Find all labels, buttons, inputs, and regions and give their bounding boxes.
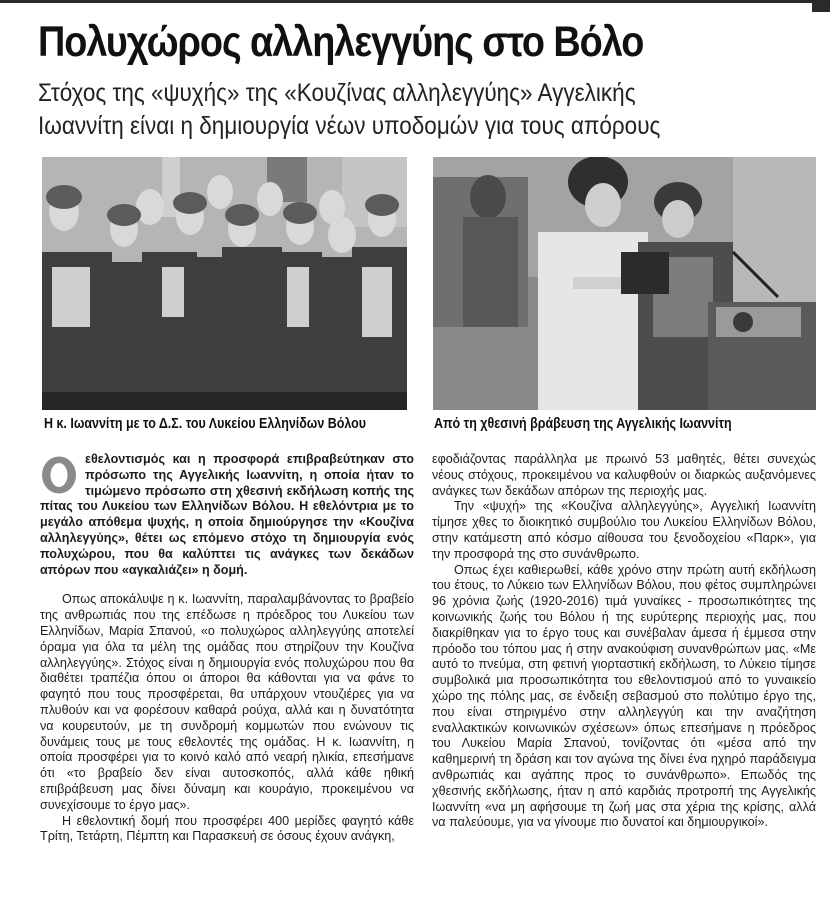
body-paragraph-right-2: Την «ψυχή» της «Κουζίνα αλληλεγγύης», Αγγελική Ιωαννίτη τίμησε χθες το διοικητικό συμβούλιο του Λυκείου Ελληνίδων Βόλου, στην κατάμεστη από κόσμο αίθουσα του ξενοδοχείου «Παρκ», για την προσφορά της στο συνάνθρωπο. bbox=[432, 499, 816, 561]
article-headline: Πολυχώρος αλληλεγγύης στο Βόλο bbox=[38, 18, 644, 66]
article-subhead bbox=[38, 77, 758, 143]
lead-text: εθελοντισμός και η προσφορά επιβραβεύτηκαν στο πρόσωπο της Αγγελικής Ιωαννίτη, η οποία ήταν το τιμώμενο πρόσωπο στη χθεσινή εκδήλωση κοπής της πίτας του Λυκείου των Ελληνίδων Βόλου. Η εθελόντρια με το μεγάλο απόθεμα ψυχής, η οποία δημιούργησε την «Κουζίνα αλληλεγγύης», θέτει ως επόμενο στόχο τη δημιουργία ενός πολυχώρου, που θα καλύπτει τις ανάγκες των δεκάδων απόρων που «αγκαλιάζει» η δομή. bbox=[40, 452, 414, 577]
corner-mark bbox=[812, 0, 830, 12]
article-column-left bbox=[40, 452, 414, 845]
body-paragraph-left-1: Οπως αποκάλυψε η κ. Ιωαννίτη, παραλαμβάνοντας το βραβείο της ανθρωπιάς που της επέδωσε η πρόεδρος του Λυκείου των Ελληνίδων, Μαρία Σπανού, «ο πολυχώρος αλληλεγγύης αποτελεί όραμα για όλα τα μέλη της ομάδας που στηρίζουν την Κουζίνα αλληλεγγύης». Στόχος είναι η δημιουργία ενός πολυχώρου που θα διαθέτει τραπέζια όπου οι άποροι θα κάθονται για να φάνε το φαγητό που τους προσφέρεται, θα υπάρχουν ντουζιέρες για να πλυθούν και να φορέσουν καθαρά ρούχα, αλλά και η δυνατότητα να κουρευτούν, με τη συνδρομή κομμωτών που ενώνουν τις δυνάμεις τους με τους εθελοντές της ομάδας. Η κ. Ιωαννίτη, η οποία προσφέρει για το κοινό καλό από νεαρή ηλικία, επεσήμανε ότι «το βραβείο δεν είναι αυτοσκοπός, αλλά κάθε ηθική επιβράβευση μας δίνει δύναμη και κουράγιο, προκειμένου να συνεχίσουμε το έργο μας». bbox=[40, 592, 414, 812]
award-photo-image bbox=[433, 157, 816, 410]
photo-caption-right: Από τη χθεσινή βράβευση της Αγγελικής Ιωαννίτη bbox=[434, 416, 732, 432]
article-column-right bbox=[432, 452, 816, 831]
award-photo bbox=[433, 157, 816, 410]
group-photo-image bbox=[42, 157, 407, 410]
subhead-line-2: Ιωαννίτη είναι η δημιουργία νέων υποδομών για τους απόρους bbox=[38, 112, 661, 140]
body-paragraph-left-2: Η εθελοντική δομή που προσφέρει 400 μερίδες φαγητό κάθε Τρίτη, Τετάρτη, Πέμπτη και Παρασκευή σε όσους έχουν ανάγκη, bbox=[40, 813, 414, 844]
photo-caption-left: Η κ. Ιωαννίτη με το Δ.Σ. του Λυκείου Ελληνίδων Βόλου bbox=[44, 416, 367, 432]
subhead-line-1: Στόχος της «ψυχής» της «Κουζίνας αλληλεγγύης» Αγγελικής bbox=[38, 79, 636, 107]
dropcap bbox=[40, 455, 78, 495]
lead-paragraph bbox=[40, 452, 414, 578]
group-photo bbox=[42, 157, 407, 410]
top-rule bbox=[0, 0, 830, 3]
body-paragraph-right-3: Οπως έχει καθιερωθεί, κάθε χρόνο στην πρώτη αυτή εκδήλωση του έτους, το Λύκειο των Ελληνίδων Βόλου, που φέτος συμπληρώνει 96 χρόνια ζωής (1920-2016) τιμά γυναίκες - προσωπικότητες της κοινωνικής ζωής του Βόλου ή της ευρύτερης περιοχής μας, που διακρίθηκαν για το έργο τους και συνέβαλαν άμεσα ή έμμεσα στην πρόοδο του τόπου μας ή στην ανακούφιση συνανθρώπων μας. «Με αυτό το πνεύμα, στη φετινή γιορταστική εκδήλωση, το Λύκειο τίμησε συμβολικά μια προσωπικότητα του εθελοντισμού από το γυναικείο χώρο της πόλης μας, σε ένδειξη σεβασμού στο πολύτιμο έργο της, που είναι στηριγμένο στην αλληλεγγύη και την αναζήτηση εναλλακτικών κοινωνικών σχέσεων» όπως επεσήμανε η πρόεδρος του Λυκείου Μαρία Σπανού, τονίζοντας ότι «μέσα από την καθημερινή τη δράση και τον αγώνα της δίνει ένα ηχηρό παράδειγμα ανθρωπιάς και αγάπης προς το συνάνθρωπο». Επωδός της χθεσινής εκδήλωσης, ήταν η από καρδιάς προτροπή της Αγγελικής Ιωαννίτη «να μη αφήσουμε τη ζωή μας στα χέρια της κρίσης, αλλά να παλεύουμε, για να γίνουμε πιο δυνατοί και δημιουργικοί». bbox=[432, 562, 816, 830]
body-paragraph-right-1: εφοδιάζοντας παράλληλα με πρωινό 53 μαθητές, θέτει συνεχώς νέους στόχους, προκειμένου να καλυφθούν οι διαρκώς αυξανόμενες ανάγκες των δεκάδων απόρων της περιοχής μας. bbox=[432, 452, 816, 498]
